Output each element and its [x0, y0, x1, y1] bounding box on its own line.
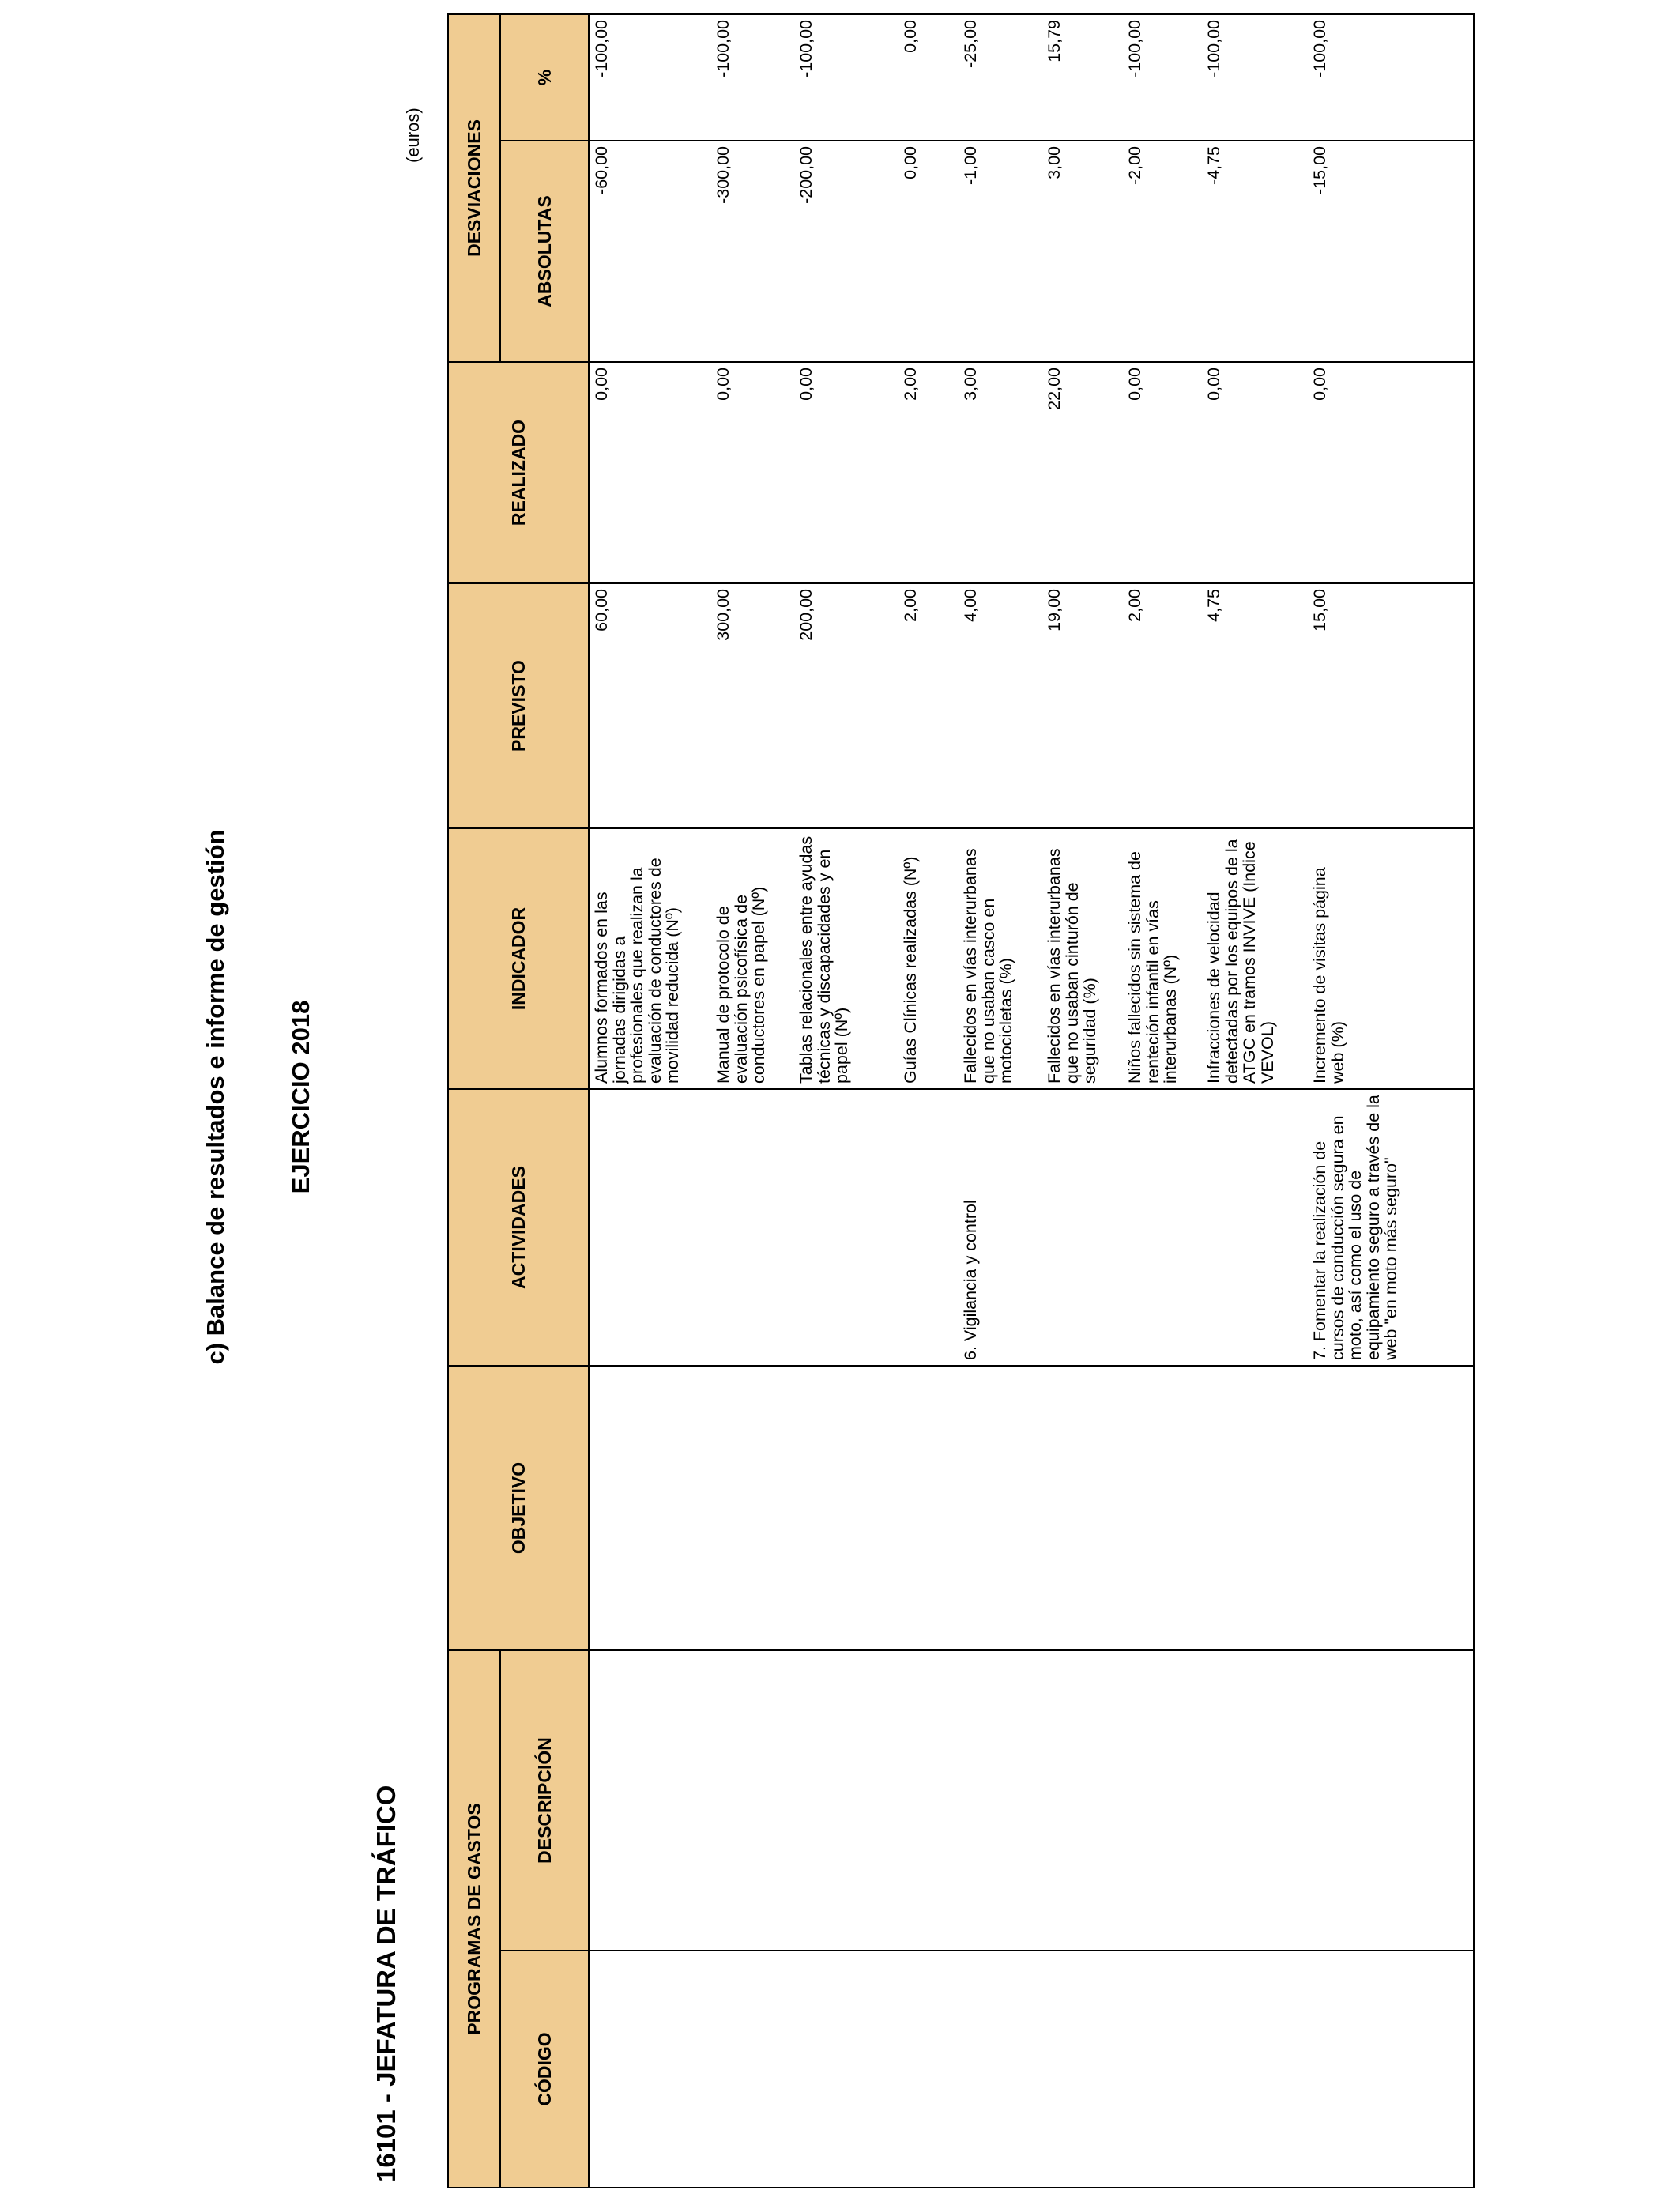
codigo-cell [589, 1951, 1474, 2188]
header-objetivo: OBJETIVO [448, 1366, 589, 1650]
header-codigo: CÓDIGO [500, 1951, 589, 2188]
absolutas-value: -1,00 [961, 146, 980, 186]
realizado-cell [589, 362, 1474, 583]
objetivo-cell [589, 1366, 1474, 1650]
activity-6-text: 6. Vigilancia y control [961, 1200, 980, 1360]
header-previsto: PREVISTO [448, 583, 589, 828]
previsto-value: 60,00 [592, 589, 611, 631]
previsto-value: 19,00 [1045, 589, 1064, 631]
indicator-text: Infracciones de velocidad detectadas por los equipos de la ATGC en tramos INVIVE (Indice VEVOL) [1204, 839, 1277, 1084]
header-realizado: REALIZADO [448, 362, 589, 583]
pct-value: -25,00 [961, 19, 980, 68]
pct-value: -100,00 [1204, 19, 1223, 77]
previsto-value: 15,00 [1310, 589, 1329, 631]
pct-value: -100,00 [797, 19, 816, 77]
header-actividades: ACTIVIDADES [448, 1089, 589, 1366]
header-programas: PROGRAMAS DE GASTOS [448, 1650, 500, 2188]
pct-value: -100,00 [592, 19, 611, 77]
indicator-text: Niños fallecidos sin sistema de renteción infantil en vías interurbanas (Nº) [1125, 851, 1180, 1084]
pct-value: -100,00 [1125, 19, 1144, 77]
indicator-text: Alumnos formados en las jornadas dirigidas a profesionales que realizan la evaluación de conductores de movilidad reducida (Nº) [592, 858, 682, 1084]
indicator-text: Manual de protocolo de evaluación psicofísica de conductores en papel (Nº) [714, 886, 768, 1084]
header-desviaciones: DESVIACIONES [448, 14, 500, 362]
previsto-cell [589, 583, 1474, 828]
indicator-text: Fallecidos en vías interurbanas que no usaban cinturón de seguridad (%) [1045, 848, 1099, 1084]
descripcion-cell [589, 1650, 1474, 1951]
realizado-value: 0,00 [714, 368, 733, 401]
realizado-value: 2,00 [901, 368, 920, 401]
realizado-value: 0,00 [592, 368, 611, 401]
header-indicador: INDICADOR [448, 828, 589, 1089]
previsto-value: 2,00 [1125, 589, 1144, 622]
pct-cell [589, 14, 1474, 141]
previsto-value: 4,00 [961, 589, 980, 622]
realizado-value: 3,00 [961, 368, 980, 401]
absolutas-value: -4,75 [1204, 146, 1223, 186]
absolutas-value: 0,00 [901, 146, 920, 179]
header-pct: % [500, 14, 589, 141]
indicador-cell [589, 828, 1474, 1089]
report-heading: c) Balance de resultados e informe de gestión [202, 829, 229, 1365]
realizado-value: 0,00 [1125, 368, 1144, 401]
realizado-value: 0,00 [1310, 368, 1329, 401]
activity-7-text: 7. Fomentar la realización de cursos de conducción segura en moto, así como el uso de equipamiento seguro a través de la web "en moto más seguro" [1310, 1095, 1400, 1360]
pct-value: 15,79 [1045, 19, 1064, 62]
indicator-text: Tablas relacionales entre ayudas técnicas y discapacidades y en papel (Nº) [797, 835, 851, 1084]
unit-note: (euros) [403, 107, 423, 163]
realizado-value: 0,00 [797, 368, 816, 401]
results-table [447, 13, 1475, 2188]
previsto-value: 200,00 [797, 589, 816, 641]
absolutas-value: 3,00 [1045, 146, 1064, 179]
pct-value: -100,00 [714, 19, 733, 77]
absolutas-value: -300,00 [714, 146, 733, 204]
previsto-value: 300,00 [714, 589, 733, 641]
absolutas-value: -15,00 [1310, 146, 1329, 194]
absolutas-cell [589, 141, 1474, 362]
indicator-text: Fallecidos en vías interurbanas que no usaban casco en motocicletas (%) [961, 848, 1015, 1084]
indicator-text: Guías Clínicas realizadas (Nº) [901, 856, 920, 1084]
header-absolutas: ABSOLUTAS [500, 141, 589, 362]
realizado-value: 22,00 [1045, 368, 1064, 410]
actividades-cell [589, 1089, 1474, 1366]
pct-value: -100,00 [1310, 19, 1329, 77]
realizado-value: 0,00 [1204, 368, 1223, 401]
header-descripcion: DESCRIPCIÓN [500, 1650, 589, 1951]
absolutas-value: -200,00 [797, 146, 816, 204]
previsto-value: 2,00 [901, 589, 920, 622]
indicator-text: Incremento de visitas página web (%) [1310, 867, 1347, 1084]
previsto-value: 4,75 [1204, 589, 1223, 622]
department-title: 16101 - JEFATURA DE TRÁFICO [371, 1785, 401, 2182]
absolutas-value: -2,00 [1125, 146, 1144, 186]
absolutas-value: -60,00 [592, 146, 611, 194]
pct-value: 0,00 [901, 19, 920, 53]
exercise-title: EJERCICIO 2018 [287, 1000, 315, 1194]
